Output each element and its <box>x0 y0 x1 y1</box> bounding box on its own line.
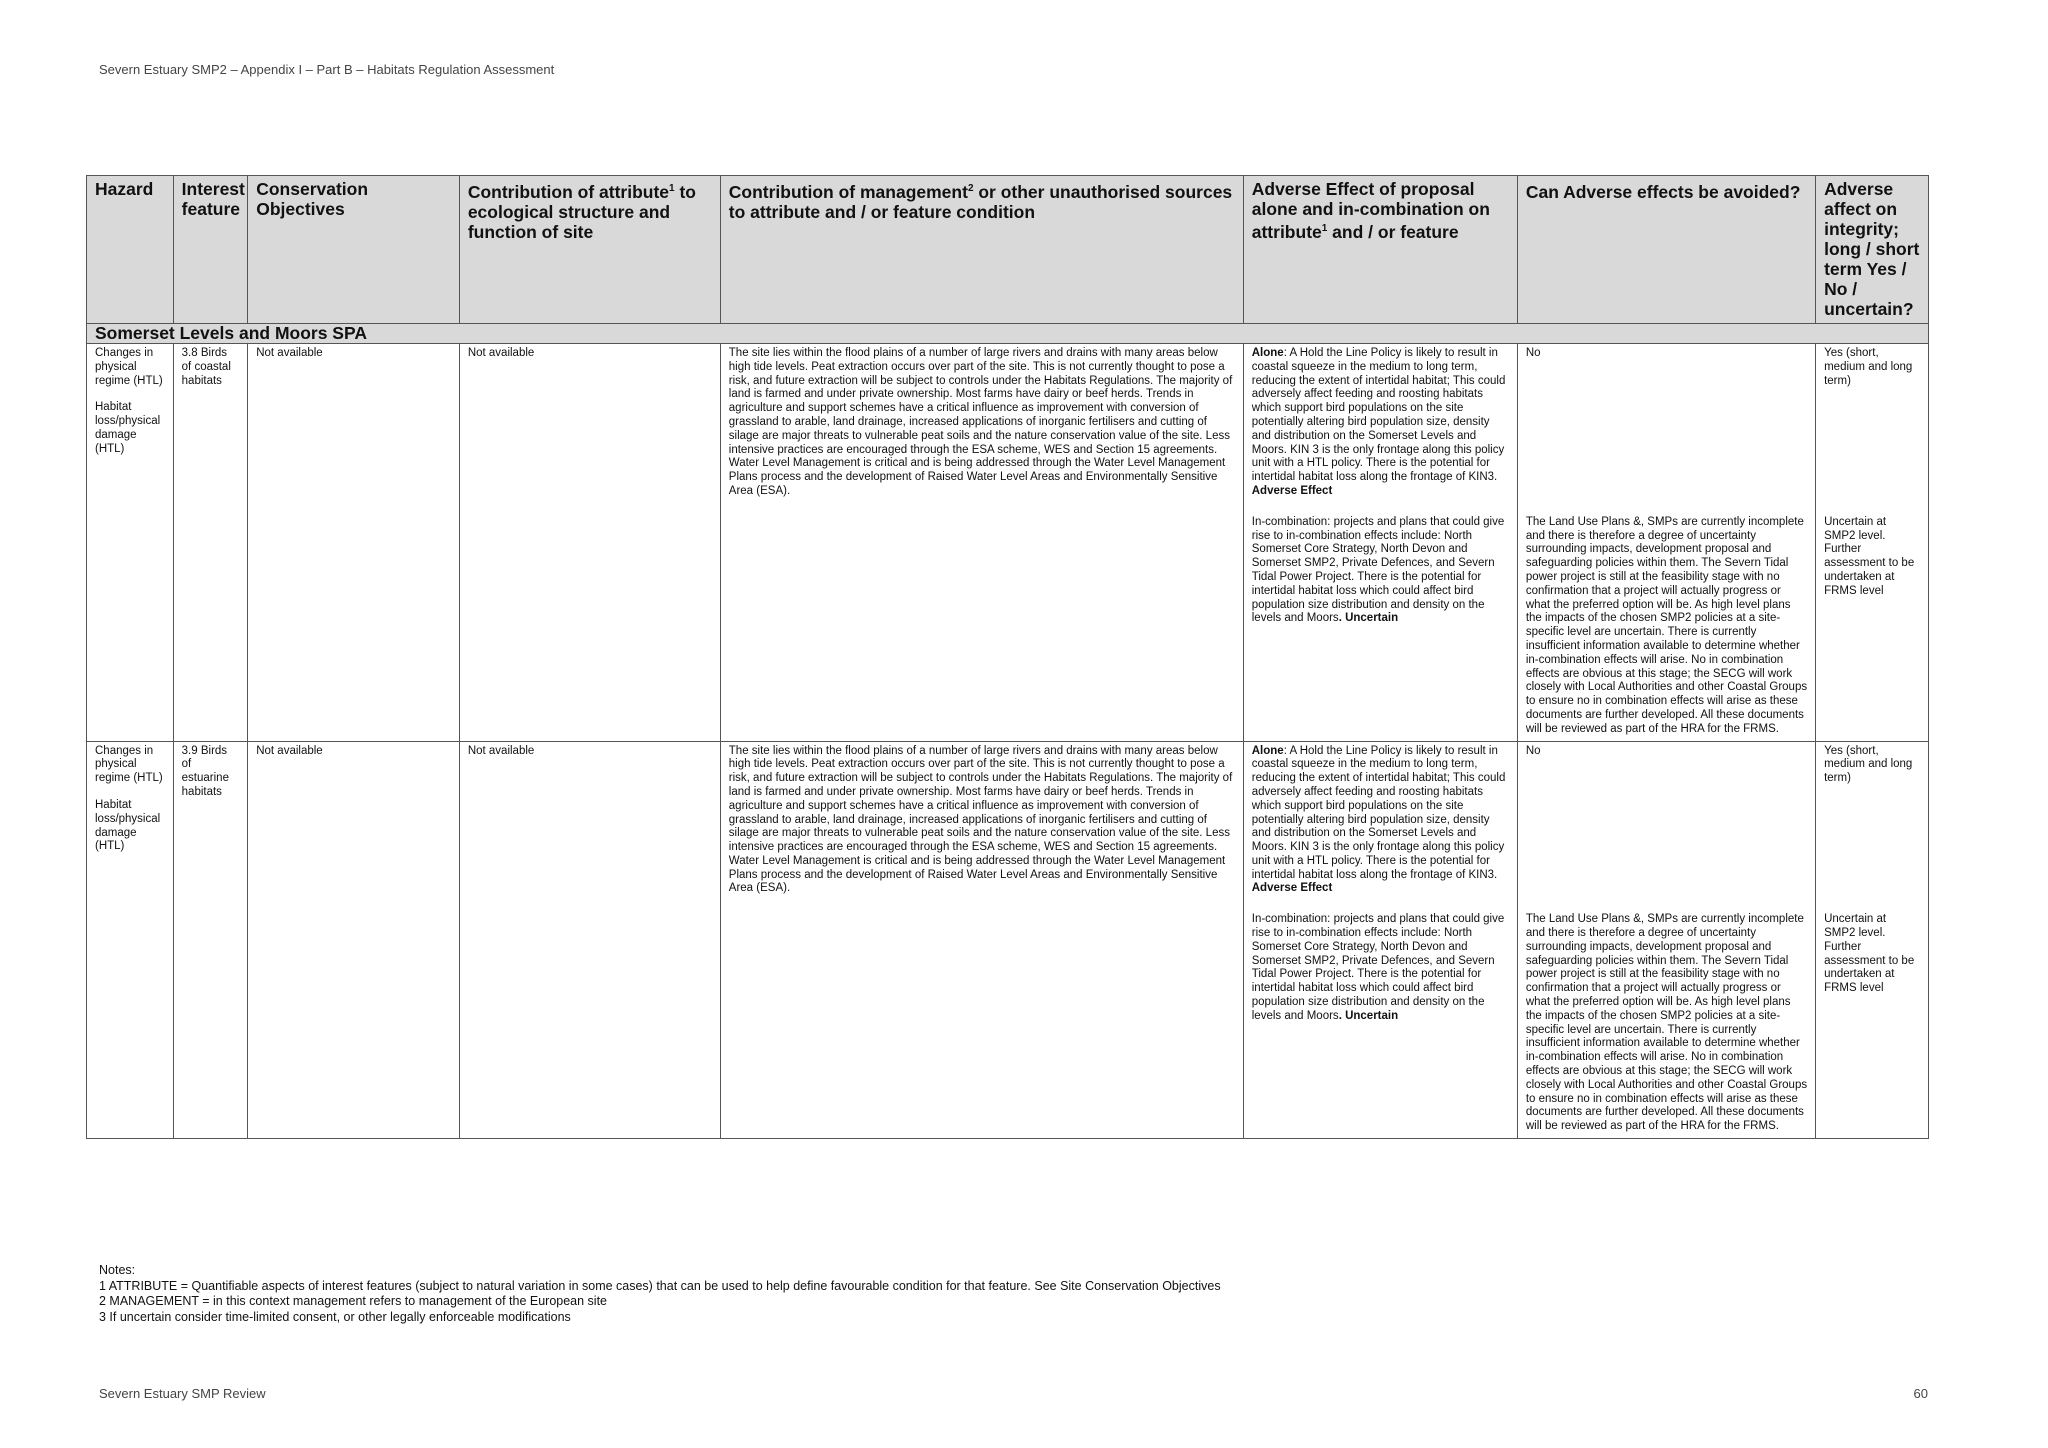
avoid-alone-cell: No <box>1517 741 1815 900</box>
alone-label: Alone <box>1251 347 1284 359</box>
footer-document-title: Severn Estuary SMP Review <box>99 1386 266 1401</box>
notes-section <box>99 1263 1221 1325</box>
management-text: The site lies within the flood plains of a number of large rivers and drains with many areas below high tide levels. Peat extraction occurs over part of the site. This is not currently thought to pose a risk, and future extraction will be subject to controls under the Habitats Regulations. The majority of land is farmed and under private ownership. Most farms have dairy or beef herds. Trends in agriculture and support schemes have a critical influence as improvement with conversion of grassland to arable, land drainage, increased applications of inorganic fertilisers and cutting of silage are major threats to vulnerable peat soils and the nature conservation value of the site. Less intensive practices are encouraged through the ESA scheme, WES and Section 15 agreements. Water Level Management is critical and is being addressed through the Water Level Management Plans process and the development of Raised Water Level Areas and Environmentally Sensitive <box>728 347 1233 484</box>
hazard-text: Habitat loss/physical damage (HTL) <box>95 401 161 455</box>
header-contribution-of-attribute: Contribution of attribute$^1$ to ecological structure and function of site <box>459 176 720 324</box>
integrity-incombination-cell: Uncertain at SMP2 level. Further assessment to be undertaken at FRMS level <box>1816 900 1929 1138</box>
header-hazard: Hazard <box>87 176 174 324</box>
notes-title: Notes: <box>99 1263 136 1277</box>
attribute-contribution-cell: Not available <box>459 344 720 742</box>
avoid-alone-cell: No <box>1517 344 1815 503</box>
incombination-text: In-combination: projects and plans that could give rise to in-combination effects include: North Somerset Core Strategy, North Devon and Somerset SMP2, Private Defences, and Severn Tidal Power Project. There is the potential for intertidal habitat loss which could affect bird population size distribution and density on the levels and Moors <box>1251 515 1505 625</box>
header-contribution-of-management: Contribution of management$^2$ or other unauthorised sources to attribute and / or feature condition <box>720 176 1243 324</box>
table-row <box>87 741 1929 900</box>
page-running-header: Severn Estuary SMP2 – Appendix I – Part B – Habitats Regulation Assessment <box>99 62 555 77</box>
header-adverse-effect: Adverse Effect of proposal alone and in-combination on attribute$^1$ and / or feature <box>1243 176 1517 324</box>
note-item: 2 MANAGEMENT = in this context management refers to management of the European site <box>99 1294 608 1309</box>
attribute-contribution-cell: Not available <box>459 741 720 1139</box>
interest-feature-cell: 3.8 Birds of coastal habitats <box>173 344 248 742</box>
incombination-result: . Uncertain <box>1338 1009 1399 1022</box>
management-contribution-cell <box>720 741 1243 1139</box>
adverse-incombination-cell <box>1243 503 1517 741</box>
integrity-incombination-cell: Uncertain at SMP2 level. Further assessment to be undertaken at FRMS level <box>1816 503 1929 741</box>
alone-label: Alone <box>1251 744 1284 757</box>
alone-text: : A Hold the Line Policy is likely to result in coastal squeeze in the medium to long term, reducing the extent of intertidal habitat; This could adversely affect feeding and roosting habitats which support bird populations on the site potentially altering bird population size, density and distribution on the Somerset Levels and Moors. KIN 3 is the only frontage along this policy unit with a HTL policy. There is the potential for intertidal habitat loss along the frontage of KIN3. <box>1251 744 1506 881</box>
note-item: 3 If uncertain consider time-limited consent, or other legally enforceable modifications <box>99 1309 571 1324</box>
management-text-end: Area (ESA). <box>728 484 791 497</box>
hazard-text: Changes in physical regime (HTL) <box>95 347 163 387</box>
incombination-result: . Uncertain <box>1338 612 1399 625</box>
hazard-text: Changes in physical regime (HTL) <box>95 744 163 785</box>
management-text: The site lies within the flood plains of a number of large rivers and drains with many areas below high tide levels. Peat extraction occurs over part of the site. This is not currently thought to pose a risk, and future extraction will be subject to controls under the Habitats Regulations. The majority of land is farmed and under private ownership. Most farms have dairy or beef herds. Trends in agriculture and support schemes have a critical influence as improvement with conversion of grassland to arable, land drainage, increased applications of inorganic fertilisers and cutting of silage are major threats to vulnerable peat soils and the nature conservation value of the site. Less intensive practices are encouraged through the ESA scheme, WES and Section 15 agreements. Water Level Management is critical and is being addressed through the Water Level Management Plans process and the development of Raised Water Level Areas and Environmentally Sensitive <box>728 744 1233 881</box>
hazard-cell <box>87 741 174 1139</box>
hra-table <box>86 175 1929 1139</box>
table-row <box>87 344 1929 503</box>
integrity-alone-cell: Yes (short, medium and long term) <box>1816 741 1929 900</box>
page-number: 60 <box>1913 1386 1928 1401</box>
note-item: 1 ATTRIBUTE = Quantifiable aspects of interest features (subject to natural variation in some cases) that can be used to help define favourable condition for that feature. See Site Conservation Objectives <box>99 1278 1221 1293</box>
hazard-cell <box>87 344 174 742</box>
alone-result: Adverse Effect <box>1251 484 1333 497</box>
avoid-incombination-cell: The Land Use Plans &, SMPs are currently incomplete and there is therefore a degree of uncertainty surrounding impacts, development proposal and safeguarding policies within them. The Severn Tidal power project is still at the feasibility stage with no confirmation that a project will actually progress or what the preferred option will be. As high level plans the impacts of the chosen SMP2 policies at a site-specific level are uncertain. There is currently insufficient information available to determine whether in-combination effects will arise. No in combination effects are obvious at this stage; the SECG will work closely with Local Authorities and other Coastal Groups to ensure no in combination effects will arise as these documents are further developed. All these documents will be reviewed as part of the HRA for the FRMS. <box>1517 900 1815 1138</box>
management-contribution-cell <box>720 344 1243 742</box>
interest-feature-cell: 3.9 Birds of estuarine habitats <box>173 741 248 1139</box>
alone-text: : A Hold the Line Policy is likely to result in coastal squeeze in the medium to long term, reducing the extent of intertidal habitat; This could adversely affect feeding and roosting habitats which support bird populations on the site potentially altering bird population size, density and distribution on the Somerset Levels and Moors. KIN 3 is the only frontage along this policy unit with a HTL policy. There is the potential for intertidal habitat loss along the frontage of KIN3. <box>1251 347 1506 484</box>
adverse-alone-cell <box>1243 741 1517 900</box>
incombination-text: In-combination: projects and plans that could give rise to in-combination effects include: North Somerset Core Strategy, North Devon and Somerset SMP2, Private Defences, and Severn Tidal Power Project. There is the potential for intertidal habitat loss which could affect bird population size distribution and density on the levels and Moors <box>1251 913 1505 1022</box>
adverse-incombination-cell <box>1243 900 1517 1138</box>
conservation-objectives-cell: Not available <box>248 344 460 742</box>
section-row <box>87 324 1929 344</box>
management-text-end: Area (ESA). <box>728 882 791 895</box>
alone-result: Adverse Effect <box>1251 882 1333 895</box>
integrity-alone-cell: Yes (short, medium and long term) <box>1816 344 1929 503</box>
hazard-text: Habitat loss/physical damage (HTL) <box>95 798 161 853</box>
table-header-row <box>87 176 1929 324</box>
section-title: Somerset Levels and Moors SPA <box>87 324 1929 344</box>
header-conservation-objectives: Conservation Objectives <box>248 176 460 324</box>
header-integrity: Adverse affect on integrity; long / short term Yes / No / uncertain? <box>1816 176 1929 324</box>
header-can-be-avoided: Can Adverse effects be avoided? <box>1517 176 1815 324</box>
avoid-incombination-cell: The Land Use Plans &, SMPs are currently incomplete and there is therefore a degree of uncertainty surrounding impacts, development proposal and safeguarding policies within them. The Severn Tidal power project is still at the feasibility stage with no confirmation that a project will actually progress or what the preferred option will be. As high level plans the impacts of the chosen SMP2 policies at a site-specific level are uncertain. There is currently insufficient information available to determine whether in-combination effects will arise. No in combination effects are obvious at this stage; the SECG will work closely with Local Authorities and other Coastal Groups to ensure no in combination effects will arise as these documents are further developed. All these documents will be reviewed as part of the HRA for the FRMS. <box>1517 503 1815 741</box>
conservation-objectives-cell: Not available <box>248 741 460 1139</box>
header-interest-feature: Interest feature <box>173 176 248 324</box>
adverse-alone-cell <box>1243 344 1517 503</box>
